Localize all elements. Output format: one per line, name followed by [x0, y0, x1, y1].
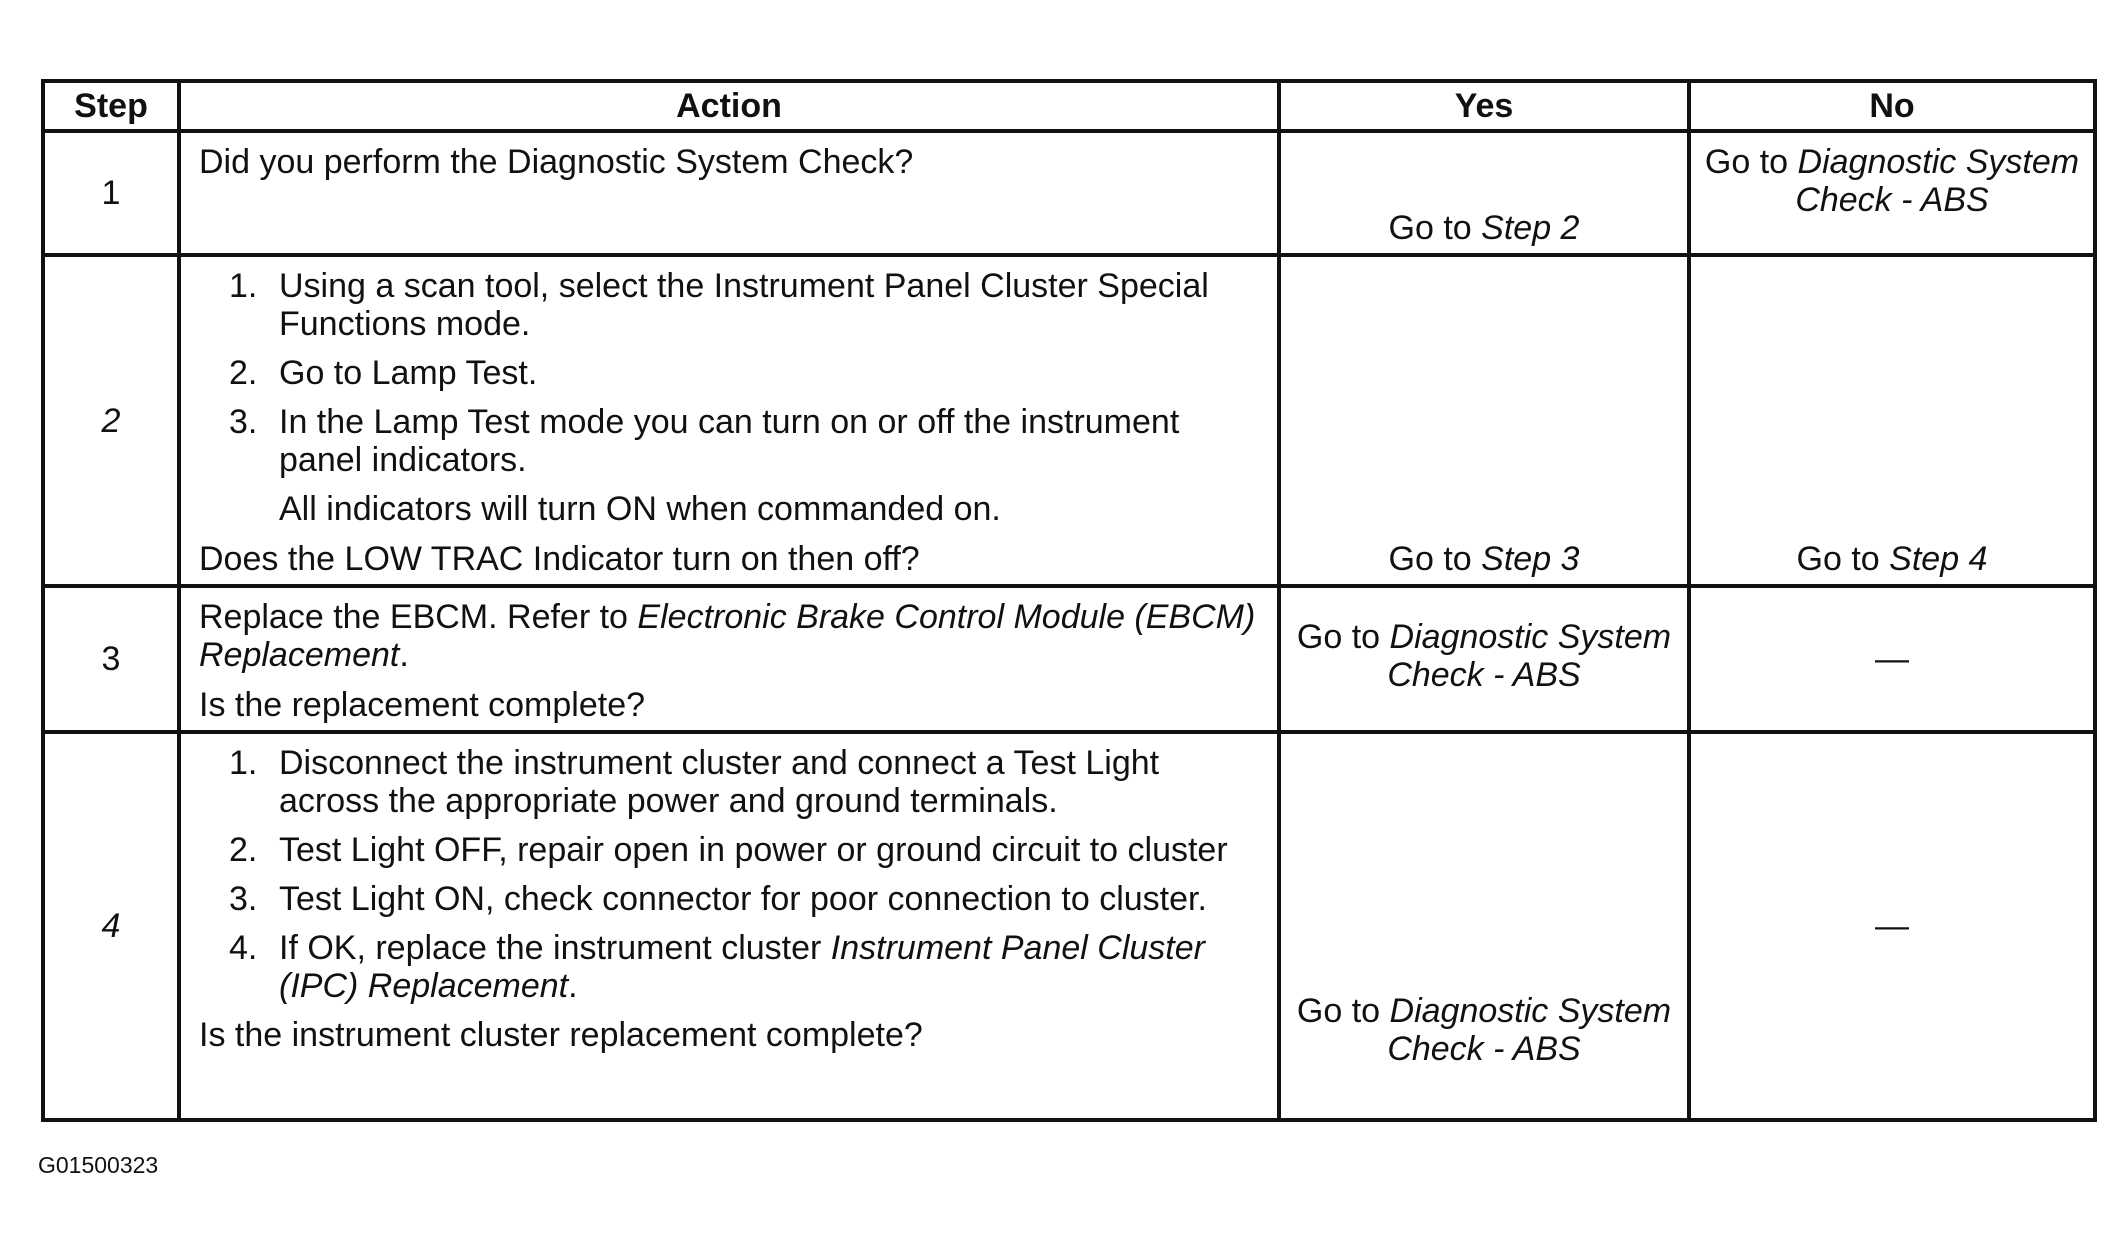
- figure-id: G01500323: [38, 1152, 159, 1178]
- step-number: 1: [43, 131, 179, 255]
- yes-link[interactable]: Step 2: [1481, 209, 1580, 247]
- list-item: [199, 880, 1261, 918]
- action-note: All indicators will turn ON when commanded on.: [279, 490, 1001, 528]
- list-item: [199, 929, 1261, 1005]
- list-item: [199, 267, 1261, 343]
- list-item-text: Test Light OFF, repair open in power or ground circuit to cluster: [279, 831, 1228, 869]
- yes-prefix: Go to: [1296, 618, 1381, 656]
- no-prefix: Go to: [1796, 540, 1880, 578]
- list-item-number: 2.: [229, 831, 258, 869]
- no-cell: [1689, 255, 2095, 586]
- list-item: [199, 354, 1261, 392]
- no-link[interactable]: Step 4: [1889, 540, 1988, 578]
- no-prefix: Go to: [1704, 143, 1789, 181]
- list-item-number: 2.: [229, 354, 258, 392]
- no-cell: [1689, 131, 2095, 255]
- action-steps-list: [199, 744, 1261, 1005]
- list-item-text: If OK, replace the instrument cluster: [279, 929, 822, 967]
- list-item-text: Using a scan tool, select the Instrument Panel Cluster Special Functions mode.: [279, 267, 1209, 343]
- action-prefix: Replace the EBCM. Refer to: [199, 598, 628, 636]
- list-item-text: In the Lamp Test mode you can turn on or off the instrument panel indicators.: [279, 403, 1180, 479]
- yes-link[interactable]: Step 3: [1481, 540, 1580, 578]
- yes-link[interactable]: Diagnostic System Check - ABS: [1387, 992, 1672, 1068]
- yes-cell: [1279, 131, 1689, 255]
- action-instruction: [199, 598, 1261, 674]
- procedure-link[interactable]: Instrument Panel Cluster (IPC) Replacement: [279, 929, 1205, 1005]
- list-item-number: 3.: [229, 880, 258, 918]
- action-steps-list: [199, 267, 1261, 479]
- header-action: Action: [179, 81, 1279, 131]
- action-question: Does the LOW TRAC Indicator turn on then off?: [199, 540, 920, 578]
- list-item: [199, 831, 1261, 869]
- yes-prefix: Go to: [1296, 992, 1381, 1030]
- header-no: No: [1689, 81, 2095, 131]
- yes-cell: [1279, 255, 1689, 586]
- list-item: [199, 403, 1261, 479]
- list-item-number: 1.: [229, 744, 258, 782]
- list-item-number: 3.: [229, 403, 258, 441]
- list-item-text: Go to Lamp Test.: [279, 354, 538, 392]
- table-row: [43, 586, 2095, 732]
- yes-prefix: Go to: [1388, 540, 1472, 578]
- list-item-text: Test Light ON, check connector for poor connection to cluster.: [279, 880, 1207, 918]
- no-cell: —: [1689, 586, 2095, 732]
- yes-prefix: Go to: [1388, 209, 1472, 247]
- table-row: [43, 732, 2095, 1120]
- procedure-link[interactable]: Electronic Brake Control Module (EBCM) Replacement: [199, 598, 1256, 674]
- action-cell: [179, 255, 1279, 586]
- action-suffix: .: [399, 636, 409, 674]
- header-yes: Yes: [1279, 81, 1689, 131]
- action-question: Is the instrument cluster replacement complete?: [199, 1016, 923, 1054]
- table-row: [43, 131, 2095, 255]
- list-item-number: 4.: [229, 929, 258, 967]
- list-item-number: 1.: [229, 267, 258, 305]
- action-cell: [179, 732, 1279, 1120]
- action-cell: [179, 586, 1279, 732]
- step-number: 2: [43, 255, 179, 586]
- no-cell: —: [1689, 732, 2095, 1120]
- list-item-text: Disconnect the instrument cluster and connect a Test Light across the appropriate power and ground terminals.: [279, 744, 1160, 820]
- diagnostic-table: [41, 79, 2097, 1122]
- action-question: Is the replacement complete?: [199, 686, 646, 724]
- step-number: 3: [43, 586, 179, 732]
- list-item-suffix: .: [568, 967, 578, 1005]
- list-item: [199, 744, 1261, 820]
- header-step: Step: [43, 81, 179, 131]
- action-cell: [179, 131, 1279, 255]
- yes-link[interactable]: Diagnostic System Check - ABS: [1387, 618, 1672, 694]
- step-number: 4: [43, 732, 179, 1120]
- yes-cell: [1279, 732, 1689, 1120]
- table-header-row: [43, 81, 2095, 131]
- no-link[interactable]: Diagnostic System Check - ABS: [1795, 143, 2080, 219]
- yes-cell: [1279, 586, 1689, 732]
- table-row: [43, 255, 2095, 586]
- action-question: Did you perform the Diagnostic System Check?: [199, 143, 914, 181]
